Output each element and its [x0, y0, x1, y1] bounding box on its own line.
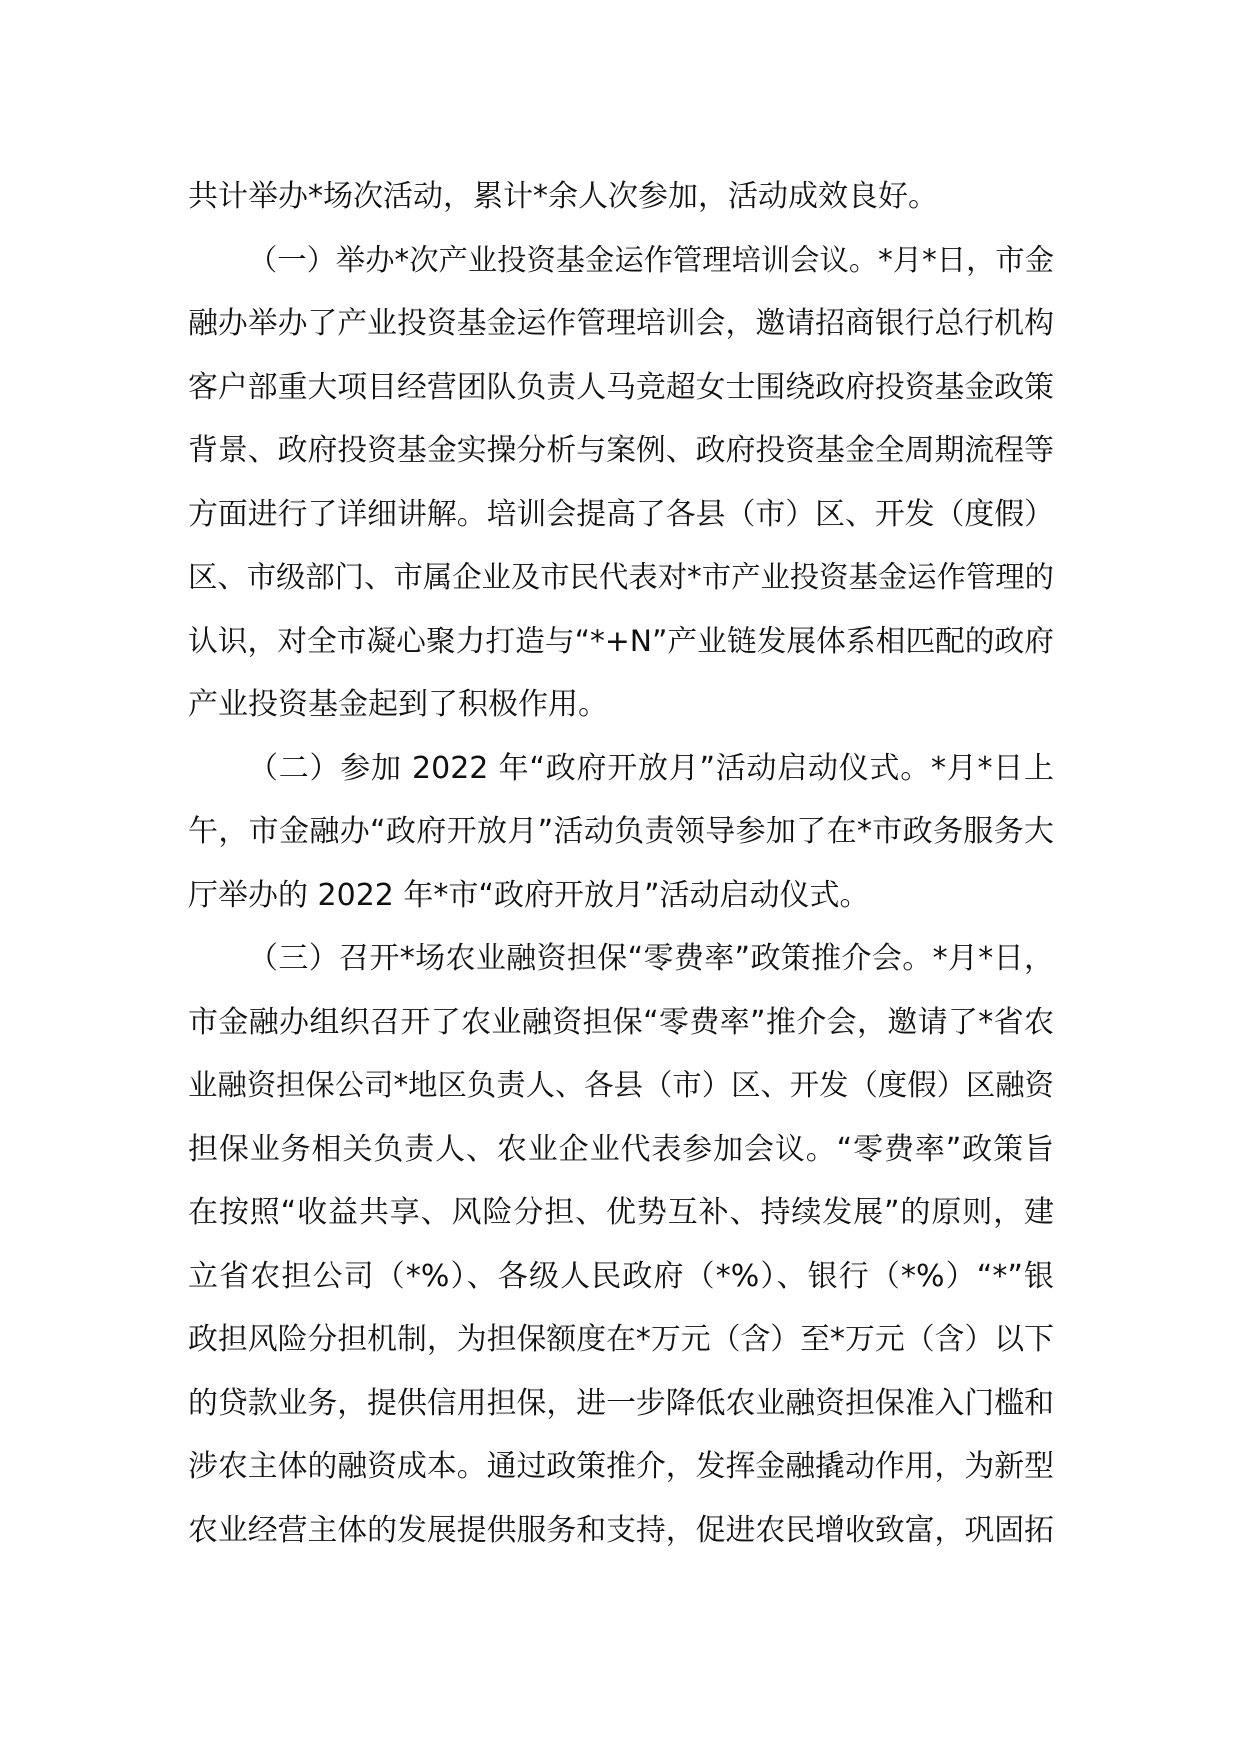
text-line: 认识，对全市凝心聚力打造与“*+N”产业链发展体系相匹配的政府: [188, 623, 1054, 659]
section-heading-line: （三）召开*场农业融资担保“零费率”政策推介会。*月*日，: [248, 941, 1054, 976]
text-line: 方面进行了详细讲解。培训会提高了各县（市）区、开发（度假）: [188, 496, 1054, 532]
text-line: 涉农主体的融资成本。通过政策推介，发挥金融撬动作用，为新型: [188, 1449, 1054, 1484]
text-line: 在按照“收益共享、风险分担、优势互补、持续发展”的原则，建: [188, 1195, 1054, 1230]
text-line: 担保业务相关负责人、农业企业代表参加会议。“零费率”政策旨: [188, 1131, 1054, 1167]
text-line: 厅举办的 2022 年*市“政府开放月”活动启动仪式。: [188, 877, 870, 913]
text-line: 业融资担保公司*地区负责人、各县（市）区、开发（度假）区融资: [188, 1068, 1054, 1102]
text-line: 背景、政府投资基金实操分析与案例、政府投资基金全周期流程等: [188, 433, 1054, 468]
document-body: [188, 165, 1054, 1562]
text-line: 区、市级部门、市属企业及市民代表对*市产业投资基金运作管理的: [188, 560, 1054, 594]
text-line: 农业经营主体的发展提供服务和支持，促进农民增收致富，巩固拓: [188, 1512, 1054, 1548]
text-line: 的贷款业务，提供信用担保，进一步降低农业融资担保准入门槛和: [188, 1385, 1054, 1421]
text-line: 共计举办*场次活动，累计*余人次参加，活动成效良好。: [188, 179, 938, 214]
text-line: 午，市金融办“政府开放月”活动负责领导参加了在*市政务服务大: [188, 814, 1054, 849]
section-heading-line: （一）举办*次产业投资基金运作管理培训会议。*月*日，市金: [248, 242, 1054, 277]
text-line: 融办举办了产业投资基金运作管理培训会，邀请招商银行总行机构: [188, 306, 1054, 341]
section-heading-line: （二）参加 2022 年“政府开放月”活动启动仪式。*月*日上: [248, 750, 1054, 786]
text-line: 产业投资基金起到了积极作用。: [188, 687, 608, 722]
text-line: 客户部重大项目经营团队负责人马竞超女士围绕政府投资基金政策: [188, 369, 1054, 405]
text-line: 立省农担公司（*%）、各级人民政府（*%）、银行（*%）“*”银: [188, 1258, 1054, 1294]
text-line: 市金融办组织召开了农业融资担保“零费率”推介会，邀请了*省农: [188, 1004, 1054, 1040]
text-line: 政担风险分担机制，为担保额度在*万元（含）至*万元（含）以下: [188, 1322, 1054, 1357]
